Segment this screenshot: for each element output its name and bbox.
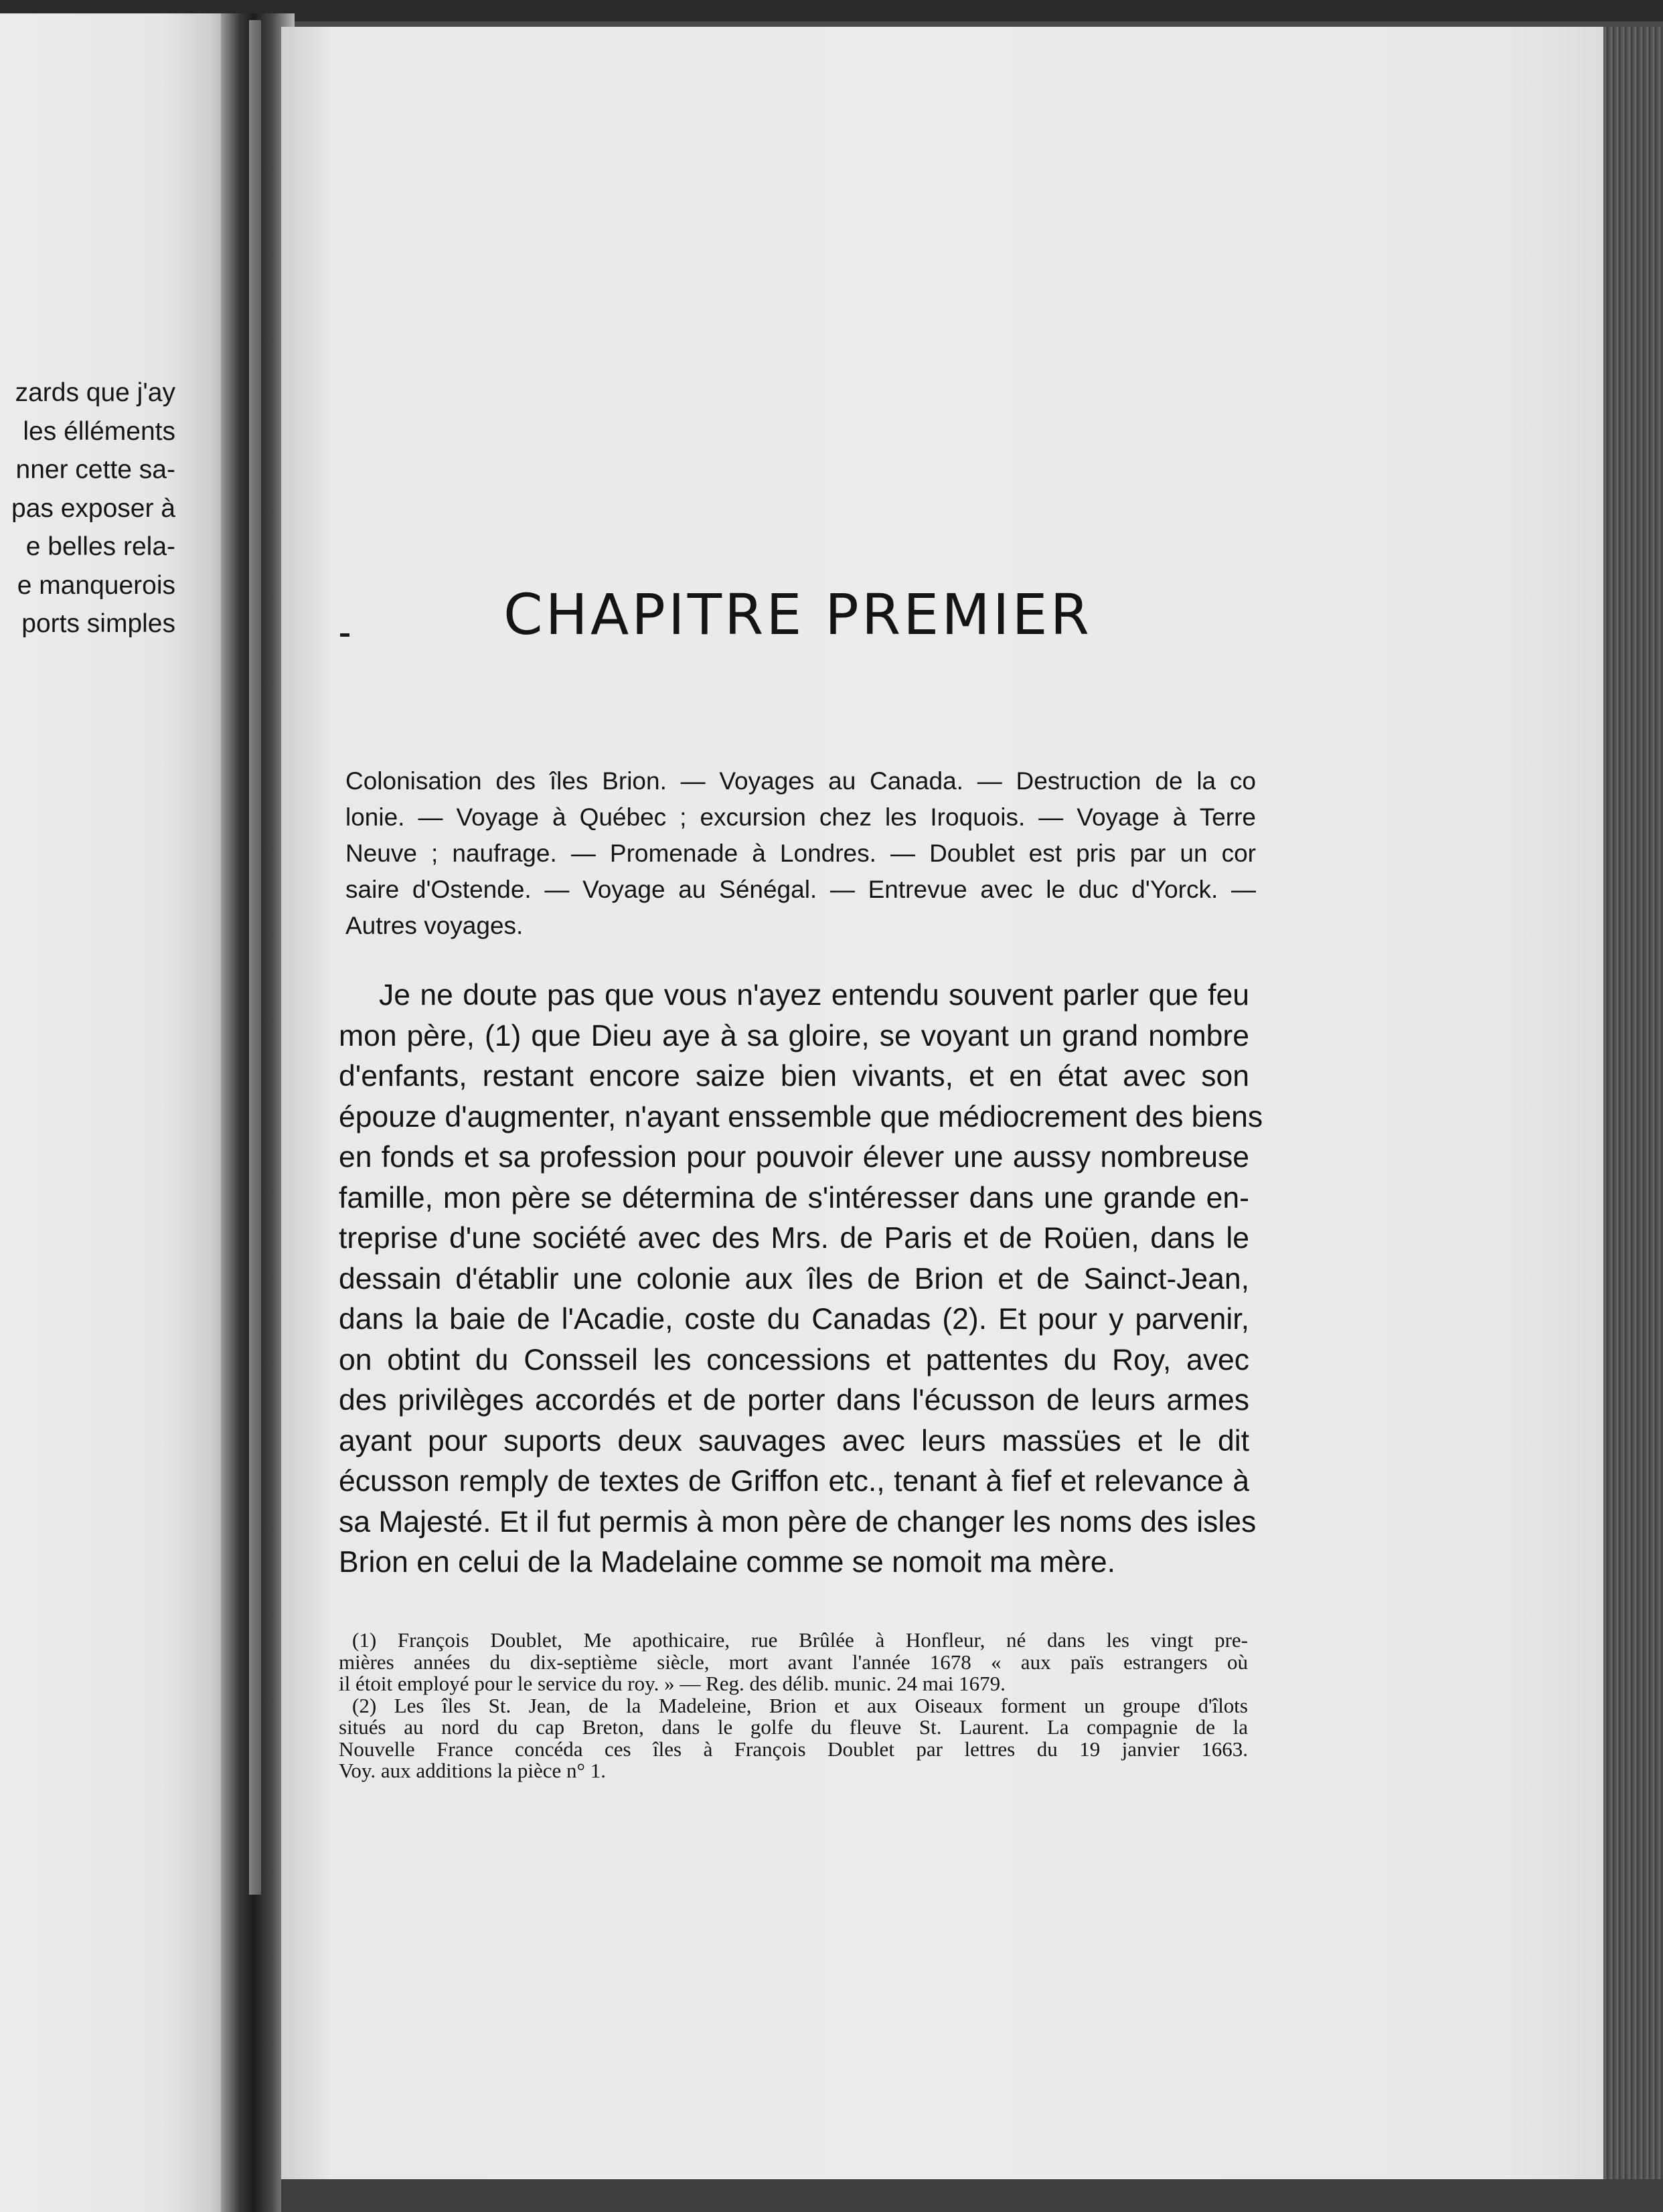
body-line: d'enfants, restant encore saize bien vivants, et en état avec son: [339, 1060, 1249, 1093]
bottom-border: [281, 2179, 1663, 2212]
footnote-line: (2) Les îles St. Jean, de la Madeleine, Brion et aux Oiseaux forment un groupe d'îlots: [352, 1693, 1248, 1717]
gutter-highlight: [249, 20, 261, 1895]
footnote-line: il étoit employé pour le service du roy. » — Reg. des délib. munic. 24 mai 1679.: [339, 1672, 1006, 1695]
body-line: sa Majesté. Et il fut permis à mon père de changer les noms des isles: [339, 1505, 1257, 1538]
body-line: écusson remply de textes de Griffon etc., tenant à fief et relevance à: [339, 1465, 1249, 1498]
left-page-line: les élléments: [23, 416, 175, 446]
footnote-line: situés au nord du cap Breton, dans le golfe du fleuve St. Laurent. La compagnie de la: [339, 1715, 1248, 1739]
footnote-line: Nouvelle France concéda ces îles à François Doublet par lettres du 19 janvier 1663.: [339, 1737, 1248, 1761]
left-facing-page: [0, 13, 233, 2212]
left-page-line: ports simples: [21, 609, 175, 638]
body-line: treprise d'une société avec des Mrs. de Paris et de Roüen, dans le: [339, 1222, 1249, 1255]
body-line: Brion en celui de la Madelaine comme se nomoit ma mère.: [339, 1546, 1116, 1579]
summary-line: Colonisation des îles Brion. — Voyages au Canada. — Destruction de la co: [345, 767, 1256, 795]
title-mark: [340, 633, 349, 637]
summary-line: Neuve ; naufrage. — Promenade à Londres. — Doublet est pris par un cor: [345, 840, 1256, 867]
body-line: en fonds et sa profession pour pouvoir élever une aussy nombreuse: [339, 1141, 1249, 1174]
left-page-line: zards que j'ay: [15, 378, 175, 407]
body-line: on obtint du Consseil les concessions et pattentes du Roy, avec: [339, 1343, 1249, 1376]
summary-line: saire d'Ostende. — Voyage au Sénégal. — Entrevue avec le duc d'Yorck. —: [345, 876, 1256, 903]
chapter-summary: [345, 763, 1256, 944]
left-page-text: [0, 374, 175, 643]
body-paragraph: [339, 975, 1263, 1583]
body-line: des privilèges accordés et de porter dans l'écusson de leurs armes: [339, 1384, 1249, 1417]
body-line: Je ne doute pas que vous n'ayez entendu souvent parler que feu: [379, 979, 1249, 1012]
body-line: famille, mon père se détermina de s'intéresser dans une grande en-: [339, 1181, 1249, 1214]
left-page-line: pas exposer à: [11, 493, 175, 523]
left-page-line: e manquerois: [17, 570, 175, 600]
footnote-line: mières années du dix-septième siècle, mort avant l'année 1678 « aux païs estrangers où: [339, 1650, 1248, 1674]
page-edges: [1603, 27, 1663, 2212]
footnote-line: (1) François Doublet, Me apothicaire, rue Brûlée à Honfleur, né dans les vingt pre-: [352, 1628, 1248, 1652]
body-line: épouze d'augmenter, n'ayant enssemble que médiocrement des biens: [339, 1100, 1263, 1133]
left-page-line: e belles rela-: [25, 532, 175, 561]
footnotes: [339, 1630, 1248, 1782]
chapter-title: CHAPITRE PREMIER: [503, 582, 1092, 647]
footnote-line: Voy. aux additions la pièce n° 1.: [339, 1759, 606, 1782]
body-line: mon père, (1) que Dieu aye à sa gloire, se voyant un grand nombre: [339, 1019, 1249, 1052]
summary-line: lonie. — Voyage à Québec ; excursion chez les Iroquois. — Voyage à Terre: [345, 803, 1256, 831]
left-page-line: nner cette sa-: [15, 455, 175, 484]
body-line: dessain d'établir une colonie aux îles de Brion et de Sainct-Jean,: [339, 1262, 1249, 1295]
summary-line: Autres voyages.: [345, 912, 524, 939]
body-line: dans la baie de l'Acadie, coste du Canadas (2). Et pour y parvenir,: [339, 1303, 1249, 1336]
body-line: ayant pour suports deux sauvages avec leurs massües et le dit: [339, 1424, 1249, 1457]
